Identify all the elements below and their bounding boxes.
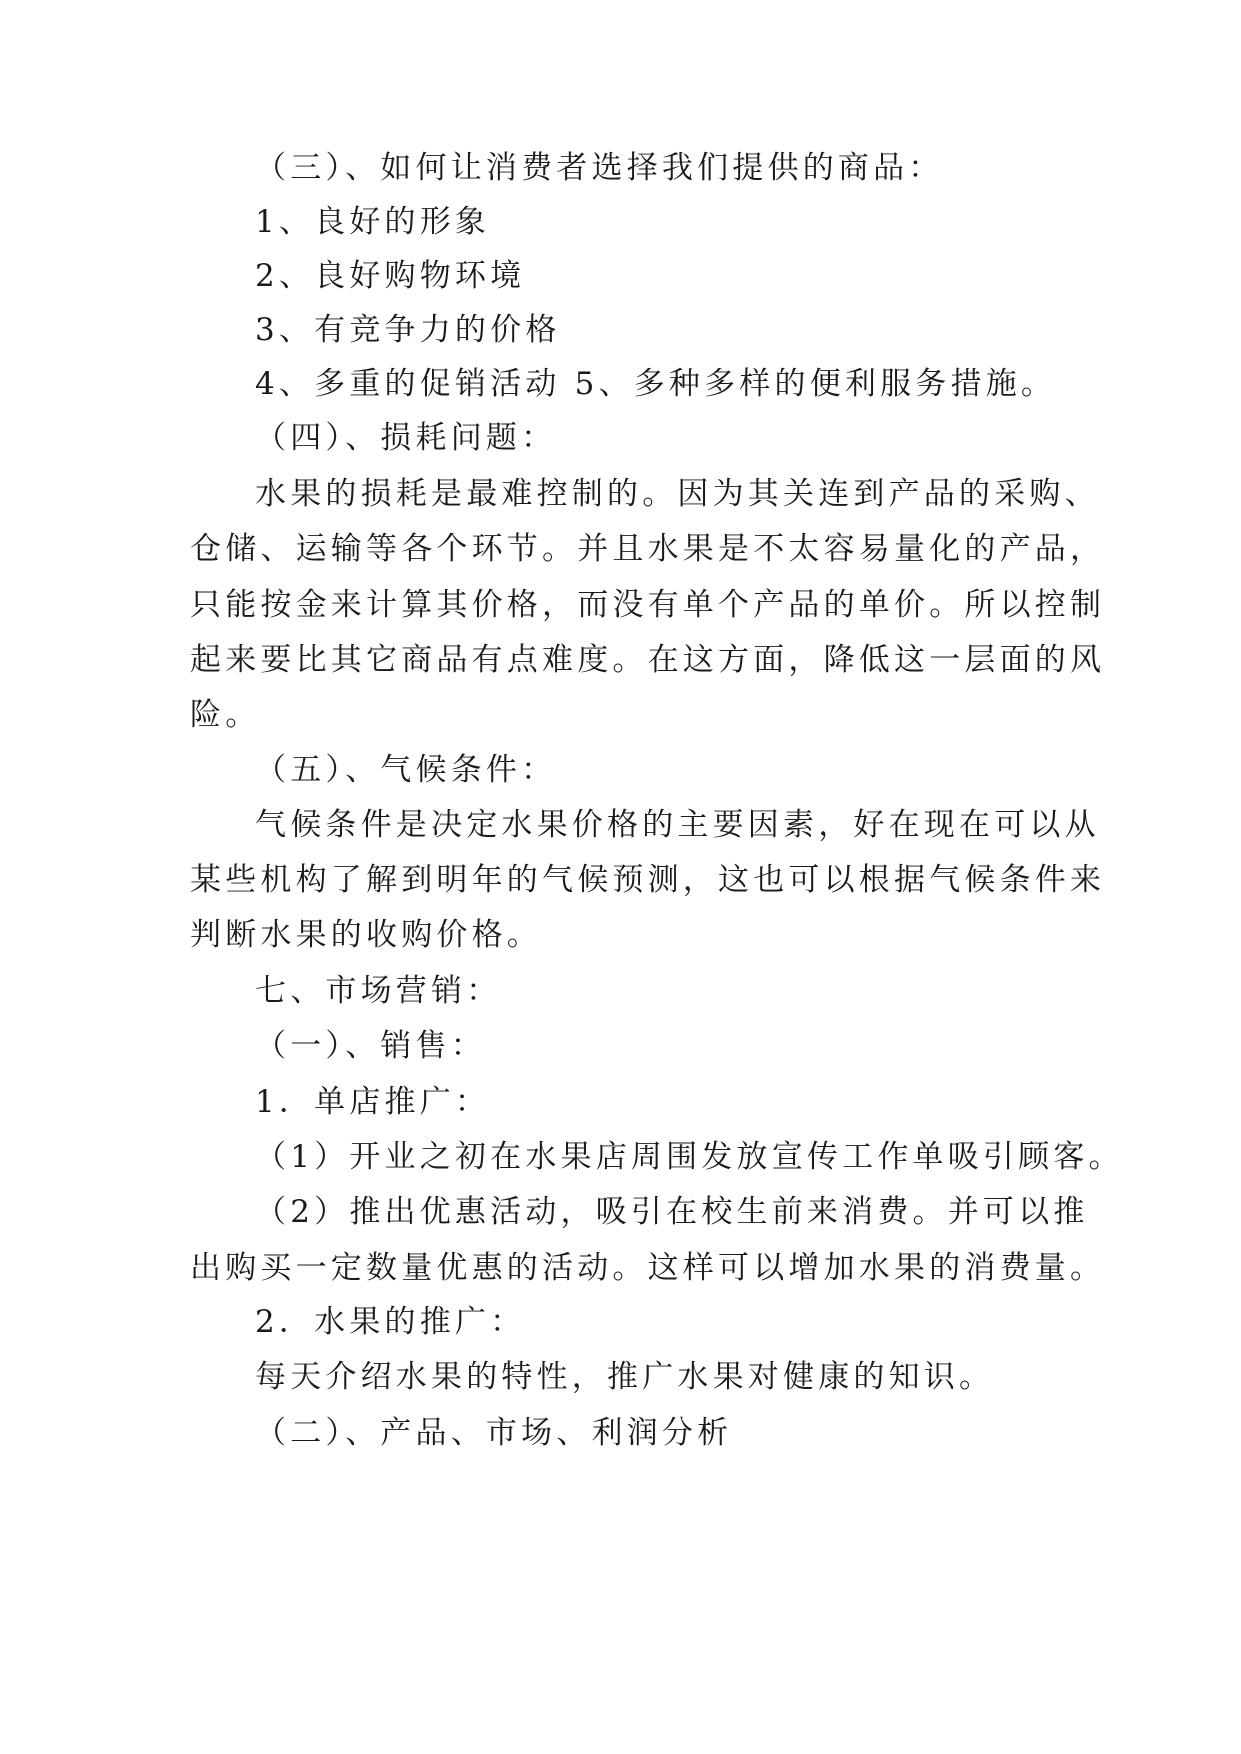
list-item: 2、良好购物环境: [255, 258, 526, 294]
heading-item-1: 1．单店推广：: [255, 1084, 491, 1120]
heading-subsection-1: （一）、销售：: [255, 1028, 486, 1064]
heading-section-3: （三）、如何让消费者选择我们提供的商品：: [255, 150, 944, 186]
paragraph-line: 仓储、运输等各个环节。并且水果是不太容易量化的产品，: [190, 531, 1106, 567]
paragraph-line: 每天介绍水果的特性，推广水果对健康的知识。: [255, 1359, 995, 1395]
heading-section-4: （四）、损耗问题：: [255, 420, 557, 456]
paragraph-line: （2）推出优惠活动，吸引在校生前来消费。并可以推: [255, 1194, 1089, 1230]
heading-chapter-7: 七、市场营销：: [255, 973, 502, 1009]
paragraph-line: 判断水果的收购价格。: [190, 917, 542, 953]
paragraph-line: 起来要比其它商品有点难度。在这方面，降低这一层面的风: [190, 642, 1106, 678]
paragraph-line: 只能按金来计算其价格，而没有单个产品的单价。所以控制: [190, 587, 1106, 623]
paragraph-line: 水果的损耗是最难控制的。因为其关连到产品的采购、: [255, 476, 1100, 512]
paragraph-line: 险。: [190, 697, 261, 733]
paragraph-line: （1）开业之初在水果店周围发放宣传工作单吸引顾客。: [255, 1139, 1124, 1175]
heading-subsection-2: （二）、产品、市场、利润分析: [255, 1415, 733, 1451]
heading-section-5: （五）、气候条件：: [255, 752, 557, 788]
paragraph-line: 某些机构了解到明年的气候预测，这也可以根据气候条件来: [190, 862, 1106, 898]
list-item: 1、良好的形象: [255, 204, 491, 240]
paragraph-line: 出购买一定数量优惠的活动。这样可以增加水果的消费量。: [190, 1250, 1106, 1286]
heading-item-2: 2．水果的推广：: [255, 1304, 526, 1340]
list-item: 3、有竞争力的价格: [255, 312, 561, 348]
paragraph-line: 气候条件是决定水果价格的主要因素，好在现在可以从: [255, 807, 1100, 843]
list-item: 4、多重的促销活动 5、多种多样的便利服务措施。: [255, 366, 1057, 402]
